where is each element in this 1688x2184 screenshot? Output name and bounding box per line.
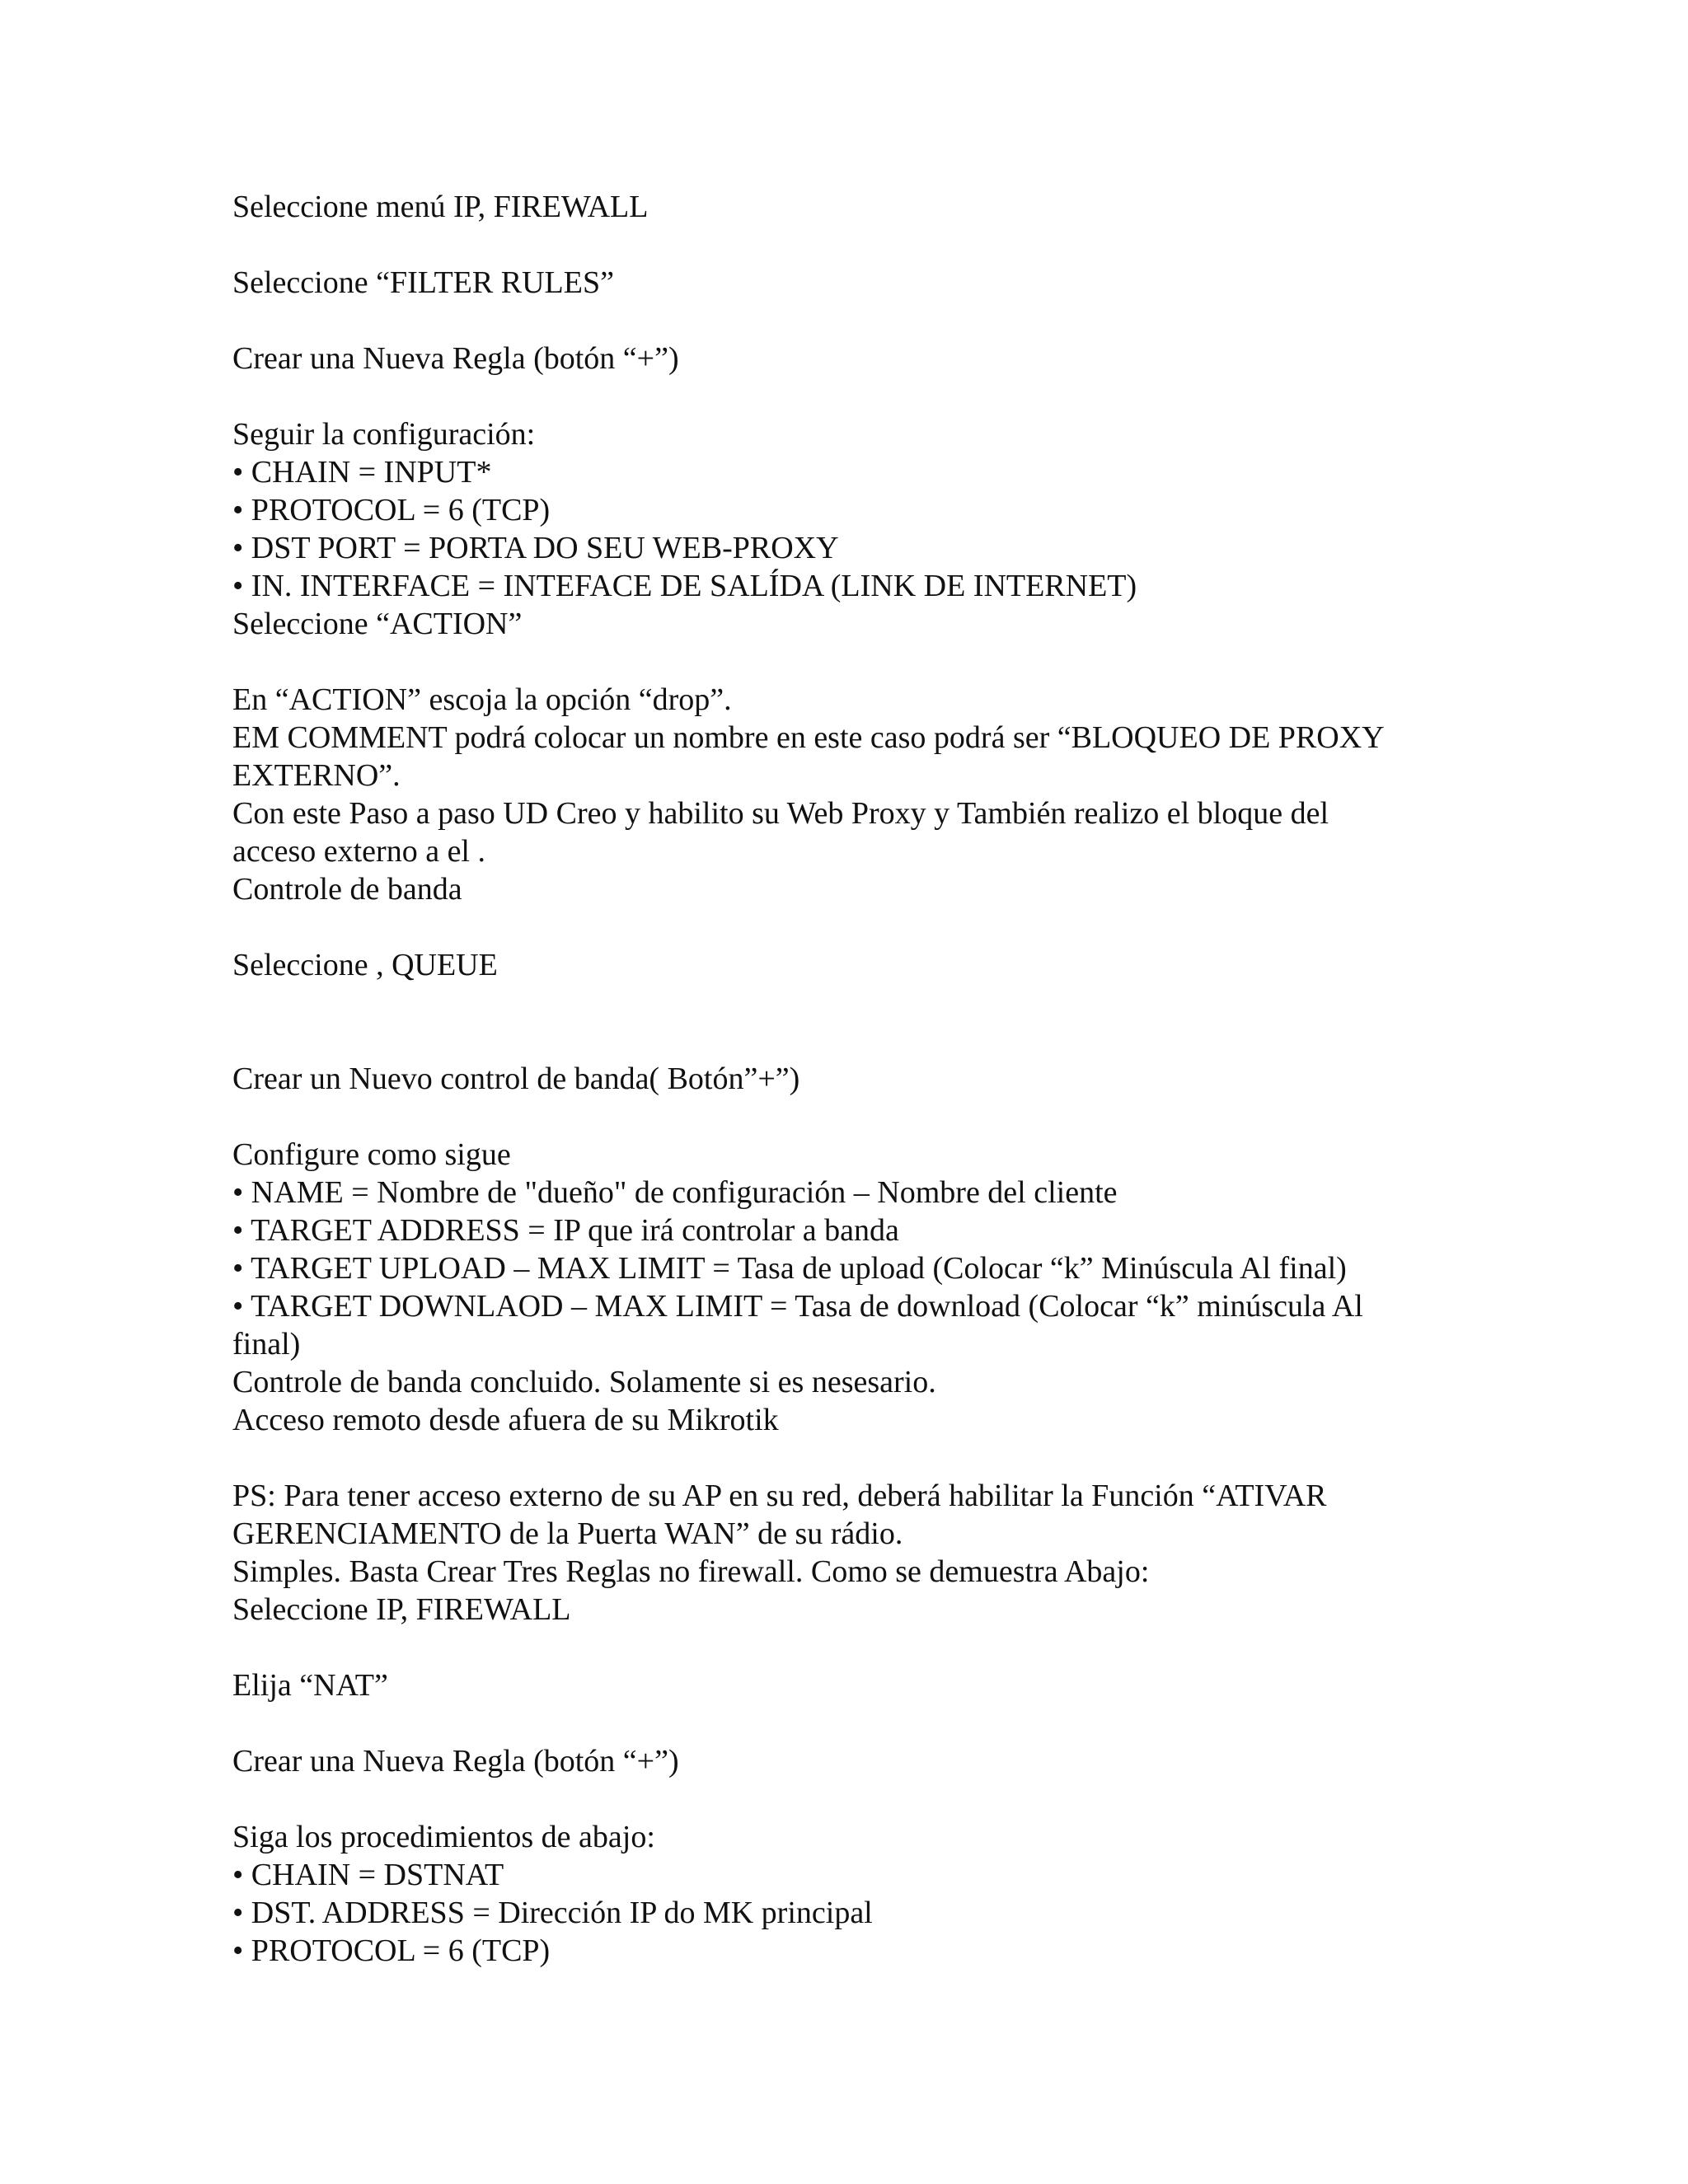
paragraph-gap [232, 643, 1469, 681]
text-line: Siga los procedimientos de abajo: [232, 1820, 655, 1854]
paragraph-gap [232, 1439, 1469, 1477]
text-line: Elija “NAT” [232, 1668, 388, 1703]
text-line: GERENCIAMENTO de la Puerta WAN” de su rádio. [232, 1516, 903, 1551]
text-line: final) [232, 1327, 301, 1361]
text-line: Controle de banda concluido. Solamente si es nesesario. [232, 1365, 936, 1399]
text-line: Seguir la configuración: [232, 417, 536, 452]
paragraph-gap [232, 1780, 1469, 1818]
text-line: En “ACTION” escoja la opción “drop”. [232, 682, 732, 717]
text-line: Seleccione menú IP, FIREWALL [232, 190, 649, 224]
text-line: Seleccione “ACTION” [232, 607, 523, 641]
section-heading: Controle de banda [232, 872, 462, 907]
paragraph-gap [232, 1704, 1469, 1742]
text-line: PS: Para tener acceso externo de su AP en su red, deberá habilitar la Función “ATIVAR [232, 1479, 1327, 1513]
text-line: Crear una Nueva Regla (botón “+”) [232, 1744, 679, 1779]
paragraph-gap [232, 984, 1469, 1060]
paragraph-gap [232, 377, 1469, 415]
bullet-item: • TARGET DOWNLAOD – MAX LIMIT = Tasa de download (Colocar “k” minúscula Al [232, 1289, 1363, 1324]
text-line: Seleccione , QUEUE [232, 948, 498, 982]
paragraph-gap [232, 302, 1469, 340]
section-heading: Acceso remoto desde afuera de su Mikrotik [232, 1403, 779, 1437]
text-line: EXTERNO”. [232, 758, 401, 793]
paragraph-gap [232, 226, 1469, 264]
text-line: EM COMMENT podrá colocar un nombre en este caso podrá ser “BLOQUEO DE PROXY [232, 720, 1385, 755]
paragraph-gap [232, 1098, 1469, 1136]
bullet-item: • CHAIN = INPUT* [232, 455, 492, 490]
bullet-item: • PROTOCOL = 6 (TCP) [232, 1933, 551, 1968]
text-line: Crear un Nuevo control de banda( Botón”+”) [232, 1062, 800, 1096]
paragraph-gap [232, 1629, 1469, 1666]
bullet-item: • CHAIN = DSTNAT [232, 1858, 504, 1892]
text-line: Seleccione “FILTER RULES” [232, 265, 614, 300]
bullet-item: • DST PORT = PORTA DO SEU WEB-PROXY [232, 531, 839, 565]
text-line: Configure como sigue [232, 1137, 511, 1172]
bullet-item: • IN. INTERFACE = INTEFACE DE SALÍDA (LINK DE INTERNET) [232, 569, 1137, 603]
text-line: Seleccione IP, FIREWALL [232, 1592, 571, 1627]
document-body [232, 188, 1469, 1970]
bullet-item: • TARGET UPLOAD – MAX LIMIT = Tasa de upload (Colocar “k” Minúscula Al final) [232, 1251, 1347, 1286]
bullet-item: • NAME = Nombre de "dueño" de configuración – Nombre del cliente [232, 1175, 1118, 1210]
text-line: Con este Paso a paso UD Creo y habilito su Web Proxy y También realizo el bloque del [232, 796, 1329, 831]
bullet-item: • DST. ADDRESS = Dirección IP do MK principal [232, 1896, 873, 1930]
text-line: Crear una Nueva Regla (botón “+”) [232, 341, 679, 376]
bullet-item: • PROTOCOL = 6 (TCP) [232, 493, 551, 527]
bullet-item: • TARGET ADDRESS = IP que irá controlar a banda [232, 1213, 899, 1248]
text-line: Simples. Basta Crear Tres Reglas no firewall. Como se demuestra Abajo: [232, 1554, 1150, 1589]
paragraph-gap [232, 908, 1469, 946]
text-line: acceso externo a el . [232, 834, 485, 869]
